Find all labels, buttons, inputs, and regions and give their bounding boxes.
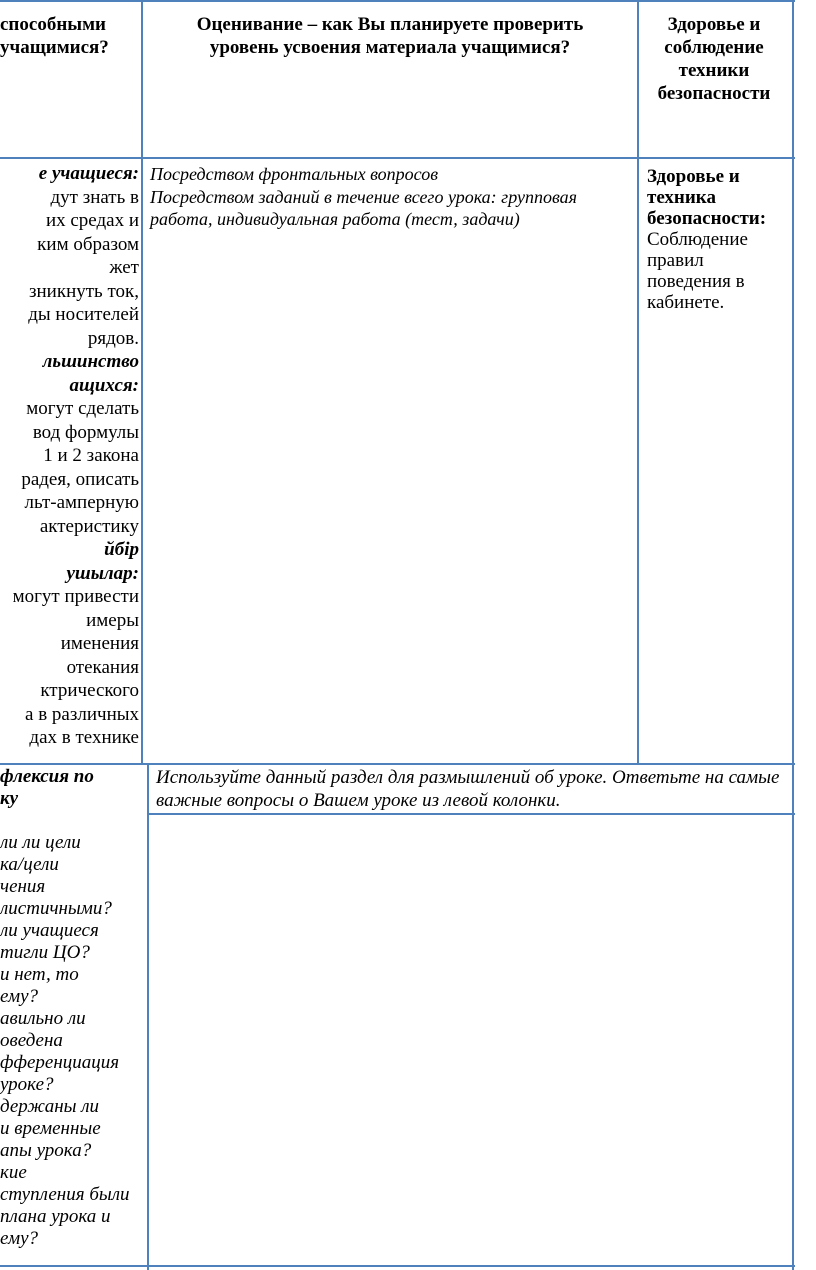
objective-line: ким образом — [37, 233, 139, 255]
objective-line: актеристику — [39, 515, 139, 537]
reflection-question-line: чения — [0, 876, 46, 897]
objective-line: ды носителей — [28, 304, 139, 325]
content-bottom-border — [0, 763, 795, 765]
learning-objectives-column — [0, 162, 139, 762]
objective-line: могут привести — [12, 586, 139, 607]
table-right-border — [792, 0, 794, 1270]
reflection-answer-area[interactable] — [149, 815, 792, 1265]
objective-line: а в различных — [25, 703, 139, 725]
objective-line: вод формулы — [32, 421, 139, 443]
col-divider-1-upper — [141, 0, 143, 765]
reflection-heading-line: ку — [0, 788, 19, 809]
objective-line: 1 и 2 закона — [43, 445, 139, 466]
objective-line: имеры — [86, 609, 139, 631]
assessment-line-2: Посредством заданий в течение всего урока: групповая работа, индивидуальная работа (тест, задачи) — [150, 186, 578, 229]
reflection-question-line: и временные — [0, 1118, 101, 1139]
objective-line: отекания — [66, 656, 139, 678]
safety-body: Соблюдение правил поведения в кабинете. — [647, 229, 748, 313]
objective-line: могут сделать — [26, 398, 139, 419]
reflection-questions-column — [0, 766, 146, 1264]
reflection-prompt: Используйте данный раздел для размышлений об уроке. Ответьте на самые важные вопросы о Вашем уроке из левой колонки. — [156, 767, 780, 811]
safety-heading: Здоровье и техника безопасности: — [647, 166, 767, 229]
table-top-border — [0, 0, 795, 2]
assessment-line-1: Посредством фронтальных вопросов — [150, 164, 439, 184]
header-col1 — [0, 13, 141, 59]
header-assessment: Оценивание – как Вы планируете проверить уровень усвоения материала учащимися? — [196, 14, 584, 58]
objective-line: радея, описать — [21, 468, 139, 490]
reflection-question-line: ему? — [0, 986, 39, 1007]
objective-line: зникнуть ток, — [29, 280, 139, 302]
objective-line: рядов. — [87, 327, 139, 349]
header-bottom-border — [0, 157, 795, 159]
objective-line: ктрического — [40, 680, 139, 701]
reflection-question-line: ступления были — [0, 1184, 130, 1205]
reflection-question-line: авильно ли — [0, 1008, 86, 1029]
objective-line: льшинство — [42, 351, 139, 372]
objective-line: ушылар: — [66, 562, 139, 584]
reflection-question-line: плана урока и — [0, 1206, 111, 1227]
reflection-question-line: кие — [0, 1162, 27, 1183]
reflection-question-line: ли ли цели — [0, 832, 81, 853]
objective-line: дах в технике — [29, 727, 139, 748]
table-bottom-border — [0, 1265, 795, 1267]
reflection-question-line: апы урока? — [0, 1140, 92, 1161]
reflection-question-line: листичными? — [0, 898, 112, 919]
reflection-spacer — [0, 810, 146, 832]
reflection-question-line: уроке? — [0, 1074, 54, 1095]
objective-line: е учащиеся: — [38, 163, 139, 184]
reflection-question-line: ли учащиеся — [0, 920, 99, 941]
objective-line: их средах и — [45, 210, 139, 231]
reflection-heading-line: флексия по — [0, 766, 94, 787]
reflection-question-line: оведена — [0, 1030, 63, 1051]
objective-line: льт-амперную — [24, 492, 139, 513]
reflection-question-line: и нет, то — [0, 964, 79, 985]
header-col1-line2: учащимися? — [0, 37, 109, 58]
col-divider-2 — [637, 0, 639, 765]
objective-line: дут знать в — [50, 186, 139, 208]
objective-line: именения — [60, 633, 139, 654]
assessment-cell — [150, 163, 620, 231]
reflection-question-line: фференциация — [0, 1052, 120, 1073]
header-safety: Здоровье и соблюдение техники безопасности — [657, 14, 771, 104]
reflection-question-line: ему? — [0, 1228, 39, 1249]
reflection-question-line: тигли ЦО? — [0, 942, 90, 963]
header-col1-line1: способными — [0, 14, 106, 35]
reflection-question-line: держаны ли — [0, 1096, 100, 1117]
objective-line: ащихся: — [69, 374, 139, 396]
objective-line: жет — [109, 257, 139, 278]
safety-cell — [647, 166, 789, 313]
objective-line: йбір — [104, 539, 139, 560]
reflection-question-line: ка/цели — [0, 854, 59, 875]
